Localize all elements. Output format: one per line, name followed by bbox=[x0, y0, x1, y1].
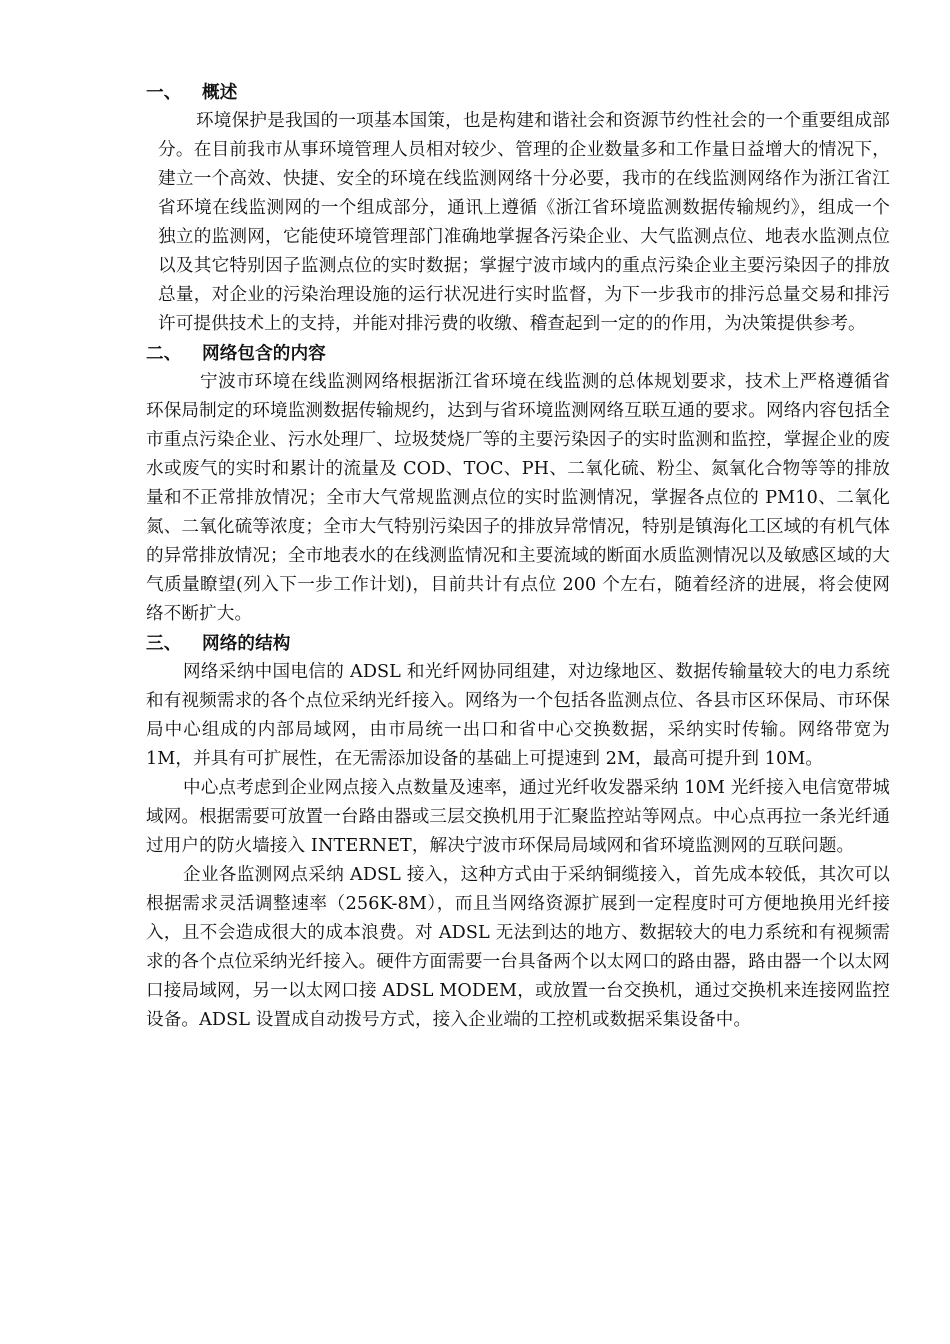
section-title: 网络包含的内容 bbox=[202, 343, 326, 364]
section-title: 网络的结构 bbox=[202, 633, 291, 654]
section-paragraph: 宁波市环境在线监测网络根据浙江省环境在线监测的总体规划要求，技术上严格遵循省环保局制定的环境监测数据传输规约，达到与省环境监测网络互联互通的要求。网络内容包括全市重点污染企业、污水处理厂、垃圾焚烧厂等的主要污染因子的实时监测和监控，掌握企业的废水或废气的实时和累计的流量及 COD、TOC、PH、二氧化硫、粉尘、氮氧化合物等等的排放量和不正常排放情况；全市大气常规监测点位的实时监测情况，掌握各点位的 PM10、二氧化氮、二氧化硫等浓度；全市大气特别污染因子的排放异常情况，特别是镇海化工区域的有机气体的异常排放情况；全市地表水的在线测监情况和主要流域的断面水质监测情况以及敏感区域的大气质量瞭望(列入下一步工作计划)，目前共计有点位 200 个左右，随着经济的进展，将会使网络不断扩大。 bbox=[146, 372, 890, 624]
section-paragraph: 中心点考虑到企业网点接入点数量及速率，通过光纤收发器采纳 10M 光纤接入电信宽带城域网。根据需要可放置一台路由器或三层交换机用于汇聚监控站等网点。中心点再拉一条光纤通过用户的防火墙接入 INTERNET，解决宁波市环保局局域网和省环境监测网的互联问题。 bbox=[146, 778, 890, 856]
section-paragraph: 网络采纳中国电信的 ADSL 和光纤网协同组建，对边缘地区、数据传输量较大的电力系统和有视频需求的各个点位采纳光纤接入。网络为一个包括各监测点位、各县市区环保局、市环保局中心组成的内部局域网，由市局统一出口和省中心交换数据，采纳实时传输。网络带宽为 1M，并具有可扩展性，在无需添加设备的基础上可提速到 2M，最高可提升到 10M。 bbox=[146, 662, 890, 769]
section-number: 二、 bbox=[146, 343, 182, 364]
section-paragraph: 环境保护是我国的一项基本国策，也是构建和谐社会和资源节约性社会的一个重要组成部分。在目前我市从事环境管理人员相对较少、管理的企业数量多和工作量日益增大的情况下，建立一个高效、快捷、安全的环境在线监测网络十分必要，我市的在线监测网络作为浙江省江省环境在线监测网的一个组成部分，通讯上遵循《浙江省环境监测数据传输规约》，组成一个独立的监测网，它能使环境管理部门准确地掌握各污染企业、大气监测点位、地表水监测点位以及其它特别因子监测点位的实时数据；掌握宁波市域内的重点污染企业主要污染因子的排放总量，对企业的污染治理设施的运行状况进行实时监督，为下一步我市的排污总量交易和排污许可提供技术上的支持，并能对排污费的收缴、稽查起到一定的的作用，为决策提供参考。 bbox=[158, 111, 890, 334]
section-heading-overview bbox=[146, 78, 890, 107]
section-paragraph: 企业各监测网点采纳 ADSL 接入，这种方式由于采纳铜缆接入，首先成本较低，其次可以根据需求灵活调整速率（256K-8M），而且当网络资源扩展到一定程度时可方便地换用光纤接入，且不会造成很大的成本浪费。对 ADSL 无法到达的地方、数据较大的电力系统和有视频需求的各个点位采纳光纤接入。硬件方面需要一台具备两个以太网口的路由器，路由器一个以太网口接局域网，另一以太网口接 ADSL MODEM，或放置一台交换机，通过交换机来连接网监控设备。ADSL 设置成自动拨号方式，接入企业端的工控机或数据采集设备中。 bbox=[146, 865, 890, 1030]
section-number: 三、 bbox=[146, 633, 182, 654]
section-heading-network-structure bbox=[146, 629, 890, 658]
document-body bbox=[146, 78, 890, 1035]
section-heading-network-content bbox=[146, 339, 890, 368]
section-number: 一、 bbox=[146, 82, 182, 103]
section-title: 概述 bbox=[202, 82, 238, 103]
